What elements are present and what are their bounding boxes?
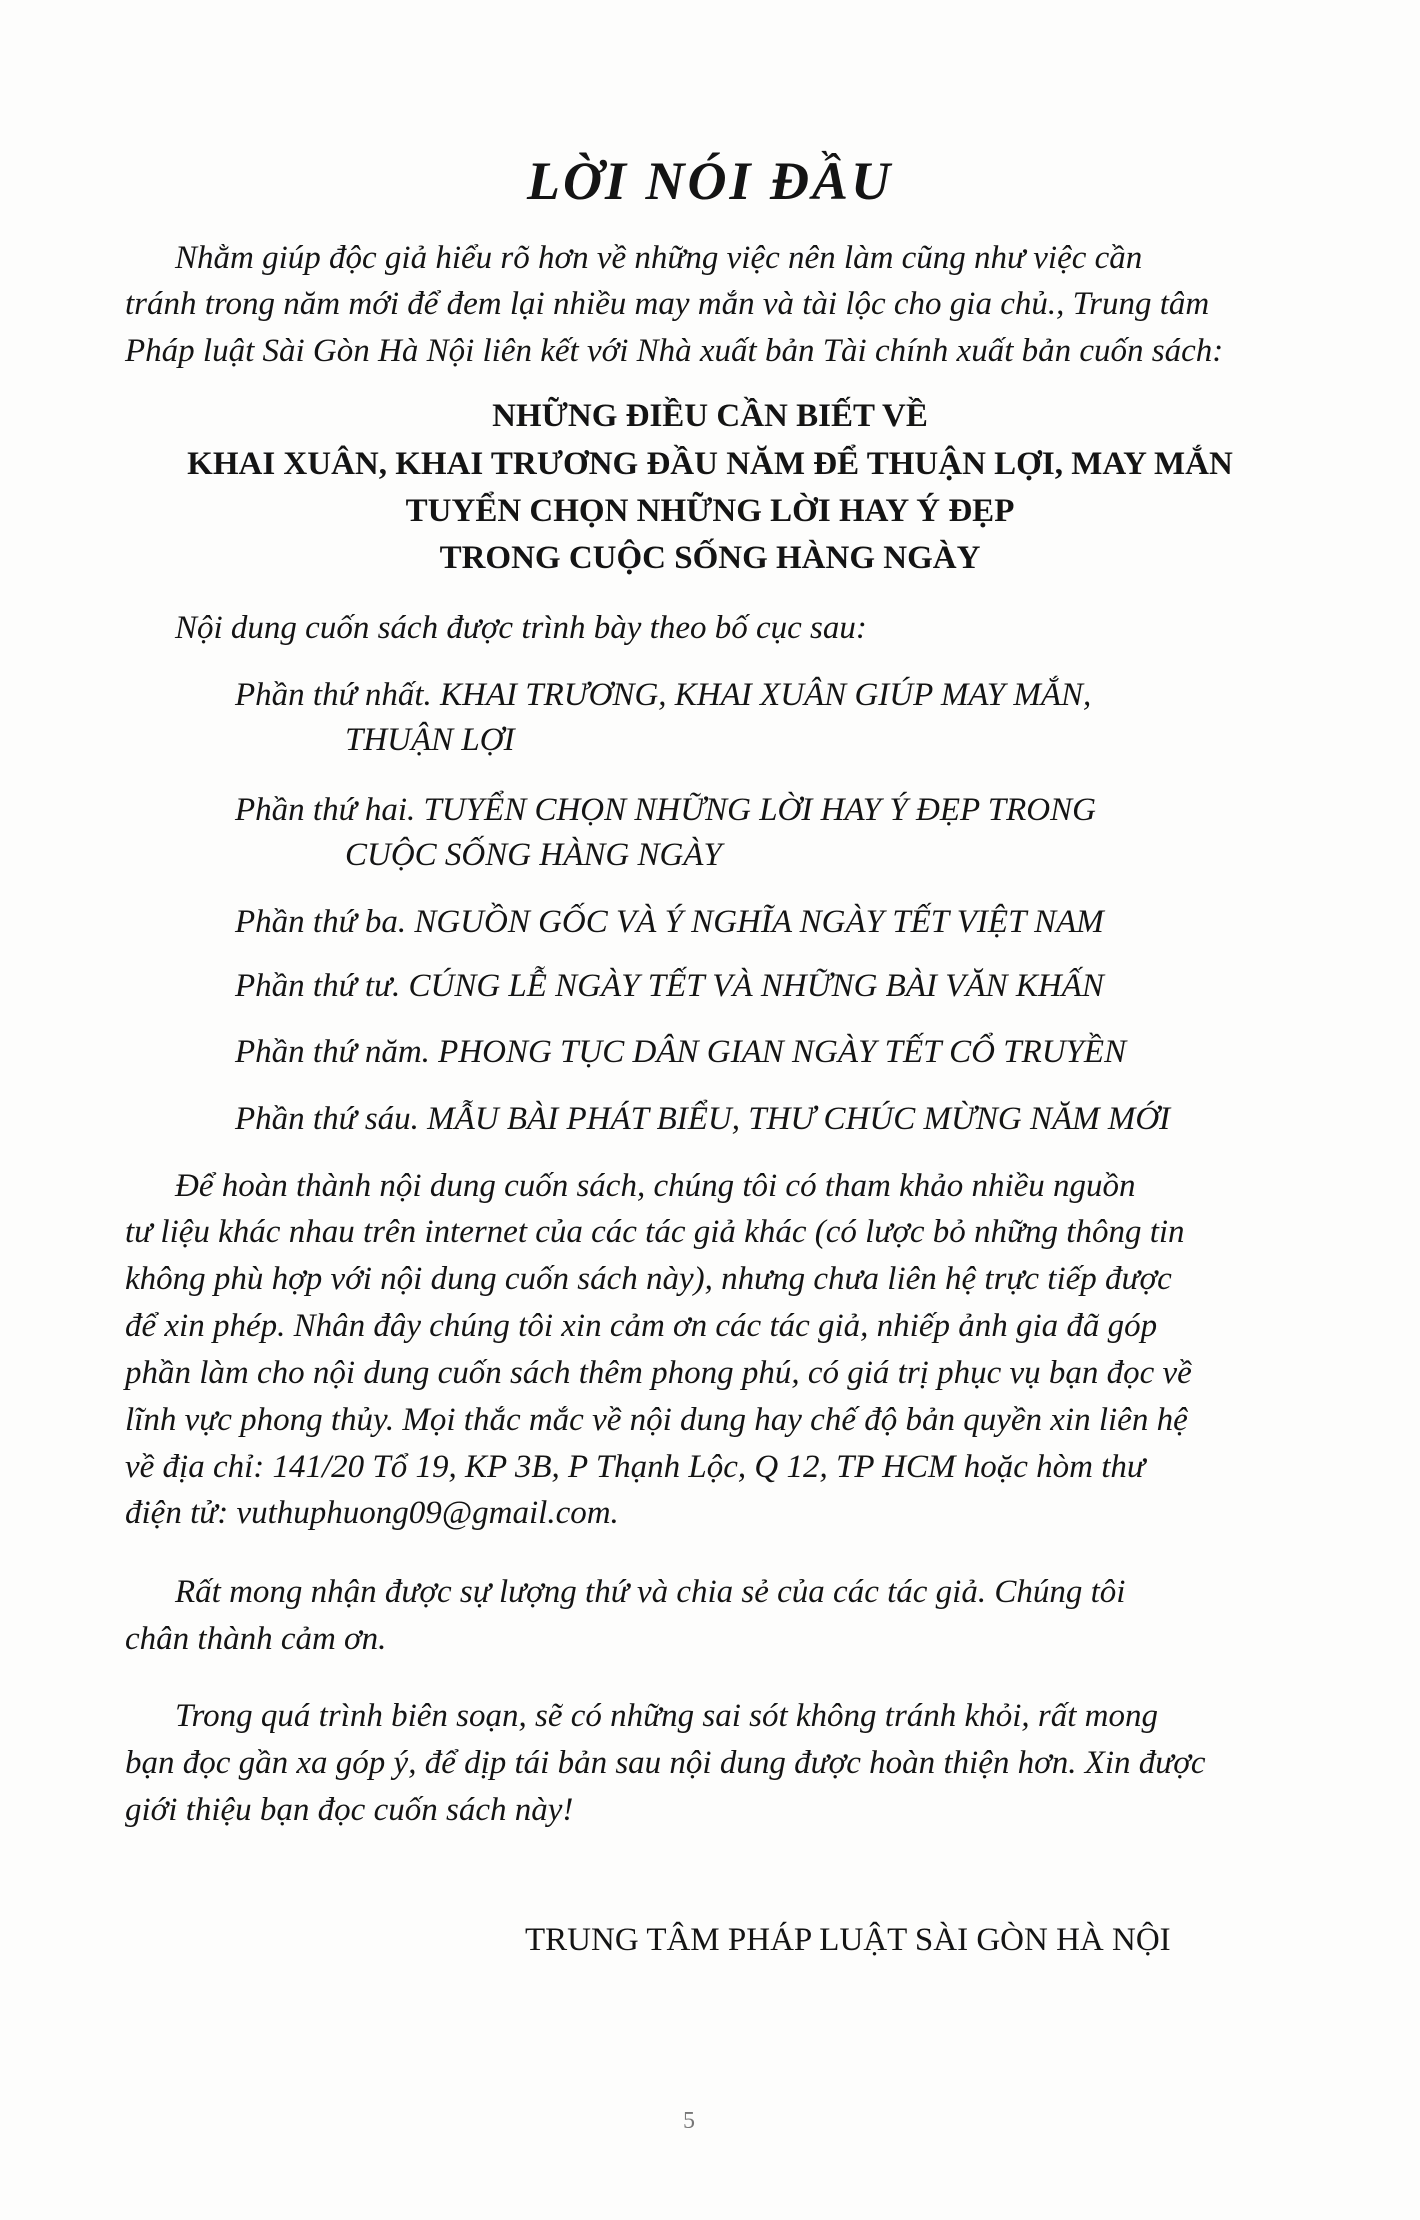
part-1-line-1: Phần thứ nhất. KHAI TRƯƠNG, KHAI XUÂN GIÚP MAY MẮN, — [235, 677, 1092, 713]
intro-line-3: Pháp luật Sài Gòn Hà Nội liên kết với Nhà xuất bản Tài chính xuất bản cuốn sách: — [125, 333, 1224, 369]
thanks-line-1: Rất mong nhận được sự lượng thứ và chia sẻ của các tác giả. Chúng tôi — [175, 1574, 1126, 1610]
page-number: 5 — [683, 2108, 695, 2134]
feedback-line-2: bạn đọc gần xa góp ý, để dịp tái bản sau nội dung được hoàn thiện hơn. Xin được — [125, 1745, 1206, 1781]
intro-line-2: tránh trong năm mới để đem lại nhiều may mắn và tài lộc cho gia chủ., Trung tâm — [125, 286, 1210, 322]
part-5: Phần thứ năm. PHONG TỤC DÂN GIAN NGÀY TẾT CỔ TRUYỀN — [235, 1034, 1127, 1070]
page-title: LỜI NÓI ĐẦU — [526, 151, 894, 211]
part-1-line-2: THUẬN LỢI — [345, 722, 515, 758]
book-title-line-2: KHAI XUÂN, KHAI TRƯƠNG ĐẦU NĂM ĐỂ THUẬN LỢI, MAY MẮN — [187, 446, 1233, 482]
sources-line-8: điện tử: vuthuphuong09@gmail.com. — [125, 1495, 619, 1531]
sources-line-2: tư liệu khác nhau trên internet của các tác giả khác (có lược bỏ những thông tin — [125, 1214, 1185, 1250]
part-3: Phần thứ ba. NGUỒN GỐC VÀ Ý NGHĨA NGÀY TẾT VIỆT NAM — [235, 904, 1104, 940]
sources-line-5: phần làm cho nội dung cuốn sách thêm phong phú, có giá trị phục vụ bạn đọc về — [125, 1355, 1192, 1391]
part-2-line-2: CUỘC SỐNG HÀNG NGÀY — [345, 837, 722, 873]
part-6: Phần thứ sáu. MẪU BÀI PHÁT BIỂU, THƯ CHÚC MỪNG NĂM MỚI — [235, 1101, 1171, 1137]
feedback-line-3: giới thiệu bạn đọc cuốn sách này! — [125, 1792, 574, 1828]
sources-line-4: để xin phép. Nhân đây chúng tôi xin cảm ơn các tác giả, nhiếp ảnh gia đã góp — [125, 1308, 1158, 1344]
sources-line-7: về địa chỉ: 141/20 Tổ 19, KP 3B, P Thạnh Lộc, Q 12, TP HCM hoặc hòm thư — [125, 1449, 1145, 1485]
sources-line-6: lĩnh vực phong thủy. Mọi thắc mắc về nội dung hay chế độ bản quyền xin liên hệ — [125, 1402, 1188, 1438]
book-title-line-4: TRONG CUỘC SỐNG HÀNG NGÀY — [439, 540, 981, 576]
intro-line-1: Nhằm giúp độc giả hiểu rõ hơn về những việc nên làm cũng như việc cần — [175, 240, 1143, 276]
book-title-line-1: NHỮNG ĐIỀU CẦN BIẾT VỀ — [492, 398, 928, 434]
sources-line-1: Để hoàn thành nội dung cuốn sách, chúng tôi có tham khảo nhiều nguồn — [175, 1168, 1136, 1204]
part-4: Phần thứ tư. CÚNG LỄ NGÀY TẾT VÀ NHỮNG BÀI VĂN KHẤN — [235, 968, 1104, 1004]
part-2-line-1: Phần thứ hai. TUYỂN CHỌN NHỮNG LỜI HAY Ý ĐẸP TRONG — [235, 792, 1096, 828]
thanks-line-2: chân thành cảm ơn. — [125, 1621, 387, 1657]
feedback-line-1: Trong quá trình biên soạn, sẽ có những sai sót không tránh khỏi, rất mong — [175, 1698, 1158, 1734]
layout-intro: Nội dung cuốn sách được trình bày theo bố cục sau: — [175, 610, 867, 646]
book-title-line-3: TUYỂN CHỌN NHỮNG LỜI HAY Ý ĐẸP — [405, 493, 1015, 529]
signature: TRUNG TÂM PHÁP LUẬT SÀI GÒN HÀ NỘI — [525, 1922, 1171, 1958]
sources-line-3: không phù hợp với nội dung cuốn sách này), nhưng chưa liên hệ trực tiếp được — [125, 1261, 1172, 1297]
